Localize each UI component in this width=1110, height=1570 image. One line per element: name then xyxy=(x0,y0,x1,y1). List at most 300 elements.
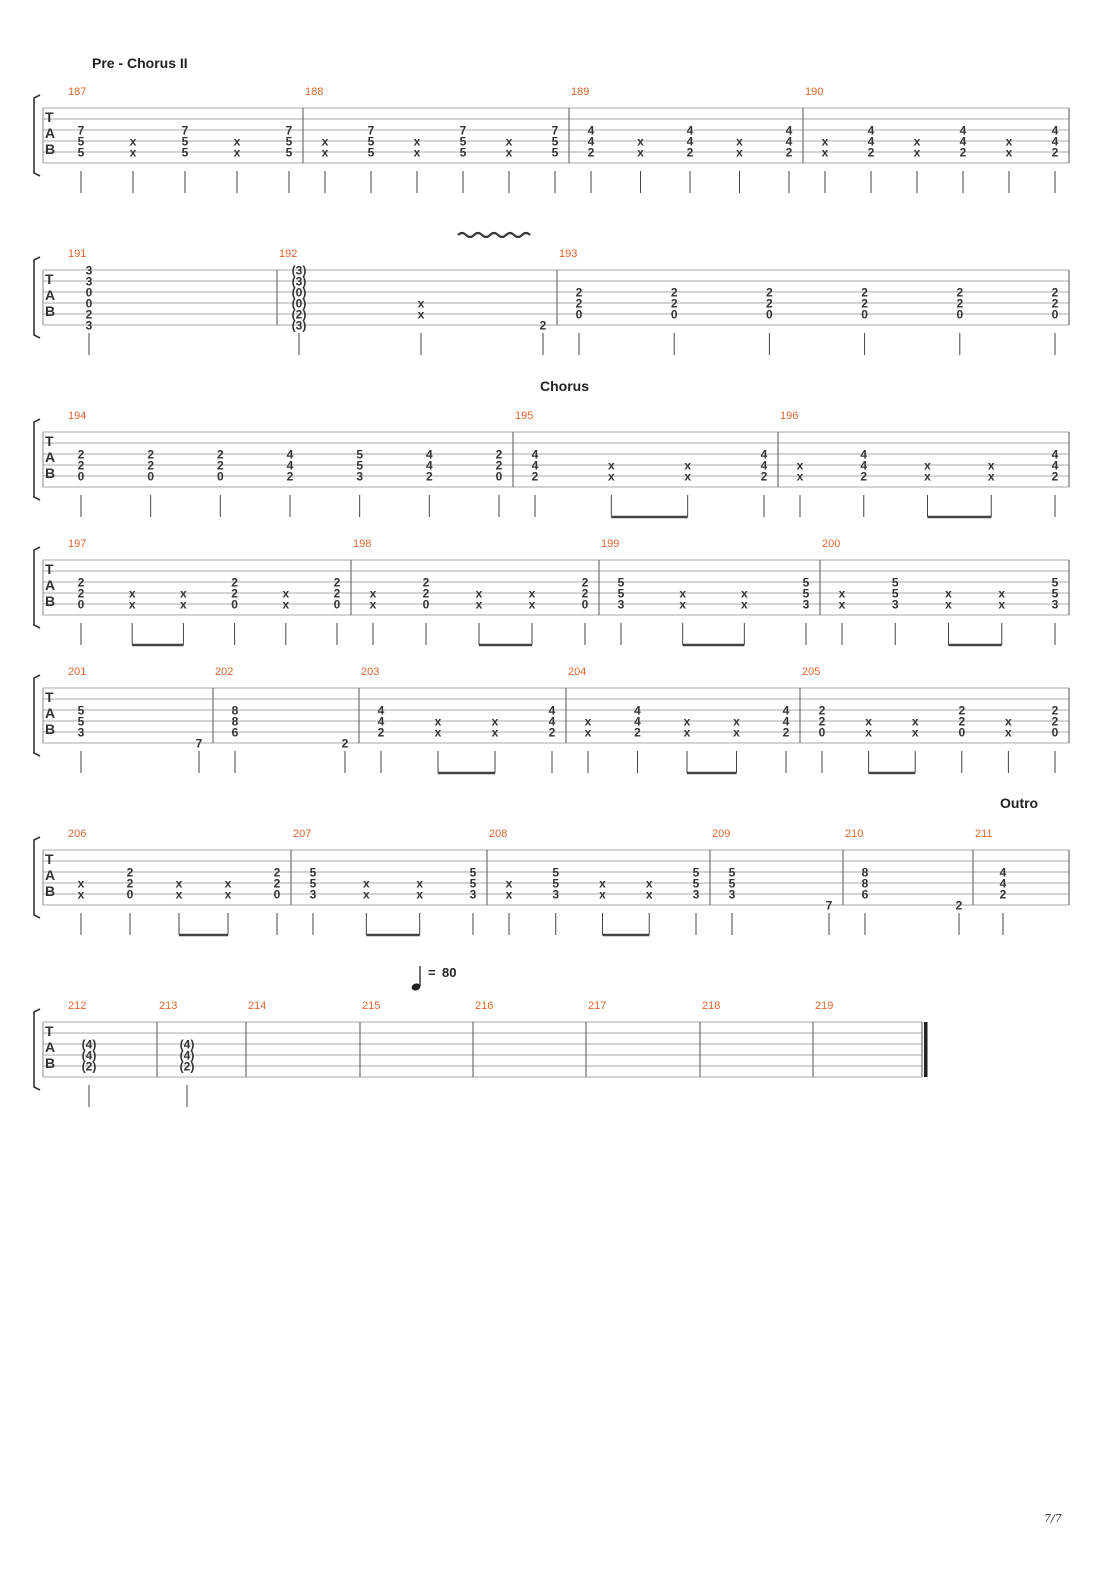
measure-208 xyxy=(489,828,700,935)
dead-note: x xyxy=(645,876,653,891)
measure-206 xyxy=(68,828,281,935)
measure-number: 213 xyxy=(159,1000,178,1012)
staff-bracket xyxy=(34,419,40,500)
dead-note: x xyxy=(180,597,187,612)
tempo-marking xyxy=(411,965,457,992)
fret-number: 2 xyxy=(861,285,868,300)
fret-number: 0 xyxy=(581,597,589,612)
fret-number: 2 xyxy=(575,285,583,300)
fret-number: 2 xyxy=(956,296,964,311)
measure-188 xyxy=(305,86,559,193)
dead-note: x xyxy=(175,876,183,891)
measure-number: 203 xyxy=(361,666,380,678)
fret-number: 2 xyxy=(1051,714,1059,729)
fret-number: 2 xyxy=(955,898,963,913)
fret-number: 4 xyxy=(377,714,385,729)
measure-214 xyxy=(248,1000,266,1012)
fret-number: 7 xyxy=(459,123,467,138)
fret-number: 2 xyxy=(126,876,134,891)
tab-clef-letter: T xyxy=(45,1023,54,1039)
fret-number: 3 xyxy=(85,263,93,278)
fret-number: 2 xyxy=(575,296,583,311)
dead-note: x xyxy=(362,887,370,902)
measure-200 xyxy=(822,538,1059,645)
fret-number: 4 xyxy=(425,458,433,473)
fret-number: 7 xyxy=(195,736,203,751)
fret-number: 5 xyxy=(617,586,625,601)
measure-number: 200 xyxy=(822,538,841,550)
fret-number: 3 xyxy=(692,887,700,902)
page-number: 7/7 xyxy=(1044,1512,1062,1525)
fret-number: 2 xyxy=(147,447,155,462)
dead-note: x xyxy=(491,714,499,729)
dead-note: x xyxy=(413,145,421,160)
fret-number: 8 xyxy=(861,865,869,880)
fret-number: 3 xyxy=(469,887,477,902)
fret-number: (0) xyxy=(291,285,307,300)
fret-number: 7 xyxy=(285,123,293,138)
tab-clef-letter: B xyxy=(45,721,56,737)
fret-number: 6 xyxy=(861,887,869,902)
measure-number: 199 xyxy=(601,538,620,550)
fret-number: 4 xyxy=(548,714,556,729)
dead-note: x xyxy=(528,597,536,612)
dead-note: x xyxy=(637,134,644,149)
measure-number: 211 xyxy=(975,828,993,840)
fret-number: 5 xyxy=(802,575,810,590)
fret-number: 0 xyxy=(495,469,503,484)
measure-204 xyxy=(568,666,790,773)
dead-note: x xyxy=(796,458,804,473)
tab-clef-letter: A xyxy=(45,125,56,141)
fret-number: 4 xyxy=(686,134,694,149)
fret-number: (3) xyxy=(291,318,307,333)
dead-note: x xyxy=(434,714,442,729)
dead-note: x xyxy=(282,597,290,612)
measure-number: 192 xyxy=(279,248,298,260)
fret-number: 0 xyxy=(1051,725,1059,740)
tab-system-5 xyxy=(34,666,1069,773)
fret-number: 5 xyxy=(551,134,559,149)
fret-number: 5 xyxy=(459,145,467,160)
fret-number: 2 xyxy=(77,458,85,473)
fret-number: 5 xyxy=(77,145,85,160)
section-label-chorus: Chorus xyxy=(540,378,589,394)
fret-number: 0 xyxy=(126,887,134,902)
measure-198 xyxy=(353,538,589,645)
dead-note: x xyxy=(1005,145,1013,160)
dead-note: x xyxy=(733,714,740,729)
fret-number: 2 xyxy=(956,285,964,300)
fret-number: 2 xyxy=(273,865,281,880)
fret-number: 4 xyxy=(548,703,556,718)
fret-number: 5 xyxy=(802,586,810,601)
measure-number: 217 xyxy=(588,1000,607,1012)
staff-bracket xyxy=(34,837,40,918)
tab-clef-letter: B xyxy=(45,465,56,481)
fret-number: (2) xyxy=(291,307,307,322)
section-label-pre-chorus-ii: Pre - Chorus II xyxy=(92,55,188,71)
fret-number: 3 xyxy=(617,597,625,612)
dead-note: x xyxy=(282,586,290,601)
fret-number: 0 xyxy=(147,469,155,484)
fret-number: 2 xyxy=(581,586,589,601)
fret-number: 0 xyxy=(85,296,93,311)
measure-216 xyxy=(475,1000,493,1012)
measure-203 xyxy=(361,666,556,773)
dead-note: x xyxy=(684,469,692,484)
dead-note: x xyxy=(416,887,424,902)
fret-number: 2 xyxy=(231,575,238,590)
dead-note: x xyxy=(911,714,919,729)
fret-number: 5 xyxy=(181,134,189,149)
tab-clef-letter: B xyxy=(45,1055,56,1071)
fret-number: 0 xyxy=(861,307,868,322)
fret-number: 2 xyxy=(422,586,430,601)
fret-number: 5 xyxy=(367,134,375,149)
fret-number: 0 xyxy=(85,285,93,300)
fret-number: 2 xyxy=(670,285,678,300)
dead-note: x xyxy=(233,134,241,149)
fret-number: 4 xyxy=(286,447,294,462)
fret-number: 2 xyxy=(333,586,341,601)
fret-number: 4 xyxy=(867,123,875,138)
dead-note: x xyxy=(417,296,425,311)
fret-number: 2 xyxy=(1051,703,1059,718)
fret-number: 8 xyxy=(231,714,239,729)
dead-note: x xyxy=(736,134,743,149)
measure-number: 216 xyxy=(475,1000,494,1012)
fret-number: 4 xyxy=(1051,458,1059,473)
fret-number: 5 xyxy=(692,865,700,880)
fret-number: 2 xyxy=(867,145,875,160)
dead-note: x xyxy=(584,725,592,740)
measure-193 xyxy=(559,248,1059,355)
fret-number: 2 xyxy=(766,296,773,311)
measure-202 xyxy=(215,666,349,773)
fret-number: 4 xyxy=(1051,123,1059,138)
dead-note: x xyxy=(362,876,370,891)
fret-number: 2 xyxy=(785,145,793,160)
fret-number: 4 xyxy=(587,123,595,138)
dead-note: x xyxy=(865,725,872,740)
fret-number: 5 xyxy=(356,458,364,473)
tab-clef-letter: B xyxy=(45,593,56,609)
staff-bracket xyxy=(34,257,40,338)
measure-number: 209 xyxy=(712,828,731,840)
fret-number: 2 xyxy=(686,145,694,160)
dead-note: x xyxy=(505,145,513,160)
fret-number: 3 xyxy=(891,597,899,612)
dead-note: x xyxy=(434,725,442,740)
dead-note: x xyxy=(637,145,644,160)
fret-number: 5 xyxy=(552,865,560,880)
dead-note: x xyxy=(679,597,687,612)
tab-system-3 xyxy=(34,410,1069,517)
fret-number: 5 xyxy=(285,145,293,160)
fret-number: 2 xyxy=(1051,296,1059,311)
fret-number: 0 xyxy=(333,597,341,612)
fret-number: 4 xyxy=(286,458,294,473)
measure-number: 190 xyxy=(805,86,824,98)
dead-note: x xyxy=(321,134,329,149)
dead-note: x xyxy=(913,134,921,149)
fret-number: 0 xyxy=(77,469,85,484)
dead-note: x xyxy=(175,887,183,902)
tab-system-7 xyxy=(34,1000,928,1107)
dead-note: x xyxy=(736,145,743,160)
fret-number: 3 xyxy=(85,318,93,333)
fret-number: 2 xyxy=(766,285,773,300)
tab-clef-letter: A xyxy=(45,287,56,303)
dead-note: x xyxy=(838,586,846,601)
tab-clef-letter: T xyxy=(45,561,54,577)
dead-note: x xyxy=(684,458,692,473)
fret-number: 4 xyxy=(782,714,790,729)
tempo-bpm: 80 xyxy=(442,965,457,980)
dead-note: x xyxy=(679,586,687,601)
fret-number: 5 xyxy=(728,865,736,880)
fret-number: 5 xyxy=(77,714,85,729)
fret-number: 4 xyxy=(634,714,641,729)
fret-number: 4 xyxy=(860,458,868,473)
staff-bracket xyxy=(34,95,40,176)
fret-number: 2 xyxy=(495,458,503,473)
dead-note: x xyxy=(683,725,691,740)
dead-note: x xyxy=(924,458,931,473)
measure-192 xyxy=(279,248,547,355)
fret-number: 2 xyxy=(333,575,341,590)
dead-note: x xyxy=(607,458,615,473)
fret-number: 0 xyxy=(273,887,281,902)
fret-number: 4 xyxy=(959,134,967,149)
dead-note: x xyxy=(607,469,615,484)
final-barline xyxy=(924,1022,928,1077)
tab-clef-letter: A xyxy=(45,449,56,465)
dead-note: x xyxy=(129,134,137,149)
measure-209 xyxy=(712,828,833,935)
section-label-outro: Outro xyxy=(1000,795,1039,811)
fret-number: 4 xyxy=(531,447,539,462)
fret-number: 4 xyxy=(760,458,768,473)
fret-number: 4 xyxy=(531,458,539,473)
fret-number: 5 xyxy=(692,876,700,891)
fret-number: 2 xyxy=(959,145,967,160)
fret-number: 4 xyxy=(785,134,793,149)
fret-number: 2 xyxy=(422,575,430,590)
dead-note: x xyxy=(128,597,136,612)
staff-bracket xyxy=(34,1009,40,1090)
measure-196 xyxy=(780,410,1059,517)
fret-number: 5 xyxy=(551,145,559,160)
fret-number: 2 xyxy=(670,296,678,311)
tab-system-4 xyxy=(34,538,1069,645)
fret-number: 2 xyxy=(377,725,385,740)
tab-clef-letter: T xyxy=(45,433,54,449)
dead-note: x xyxy=(1005,134,1013,149)
fret-number: 7 xyxy=(181,123,189,138)
dead-note: x xyxy=(369,586,377,601)
measure-219 xyxy=(815,1000,833,1012)
tab-system-1 xyxy=(34,86,1069,193)
dead-note: x xyxy=(233,145,241,160)
dead-note: x xyxy=(505,876,513,891)
fret-number: 2 xyxy=(1051,285,1059,300)
tab-clef-letter: B xyxy=(45,303,56,319)
fret-number: 0 xyxy=(231,597,238,612)
measure-number: 195 xyxy=(515,410,534,422)
tab-clef-letter: A xyxy=(45,705,56,721)
measure-207 xyxy=(293,828,477,935)
fret-number: 3 xyxy=(85,274,93,289)
dead-note: x xyxy=(321,145,329,160)
fret-number: 2 xyxy=(77,447,85,462)
fret-number: 4 xyxy=(587,134,595,149)
fret-number: 3 xyxy=(802,597,810,612)
fret-number: 3 xyxy=(552,887,560,902)
fret-number: 5 xyxy=(367,145,375,160)
dead-note: x xyxy=(645,887,653,902)
measure-201 xyxy=(68,666,203,773)
fret-number: 3 xyxy=(356,469,364,484)
fret-number: 4 xyxy=(999,865,1007,880)
fret-number: (4) xyxy=(81,1048,97,1063)
fret-number: 4 xyxy=(1051,447,1059,462)
dead-note: x xyxy=(924,469,931,484)
measure-number: 189 xyxy=(571,86,590,98)
fret-number: 7 xyxy=(825,898,833,913)
measure-197 xyxy=(68,538,341,645)
fret-number: 0 xyxy=(77,597,85,612)
fret-number: 2 xyxy=(531,469,539,484)
measure-number: 202 xyxy=(215,666,234,678)
dead-note: x xyxy=(413,134,421,149)
fret-number: 5 xyxy=(285,134,293,149)
dead-note: x xyxy=(945,597,952,612)
fret-number: 7 xyxy=(551,123,559,138)
fret-number: 2 xyxy=(818,714,826,729)
tab-system-2 xyxy=(34,248,1069,355)
fret-number: 5 xyxy=(552,876,560,891)
fret-number: 4 xyxy=(1051,134,1059,149)
measure-number: 212 xyxy=(68,1000,87,1012)
fret-number: 4 xyxy=(634,703,641,718)
fret-number: 2 xyxy=(85,307,93,322)
dead-note: x xyxy=(77,876,85,891)
dead-note: x xyxy=(733,725,740,740)
staff-bracket xyxy=(34,547,40,628)
measure-number: 207 xyxy=(293,828,312,840)
fret-number: 2 xyxy=(216,458,224,473)
dead-note: x xyxy=(683,714,691,729)
measure-212 xyxy=(68,1000,96,1107)
dead-note: x xyxy=(821,134,829,149)
measure-number: 196 xyxy=(780,410,799,422)
fret-number: 2 xyxy=(861,296,868,311)
fret-number: 0 xyxy=(766,307,773,322)
fret-number: 2 xyxy=(231,586,238,601)
measure-number: 215 xyxy=(362,1000,381,1012)
measure-number: 197 xyxy=(68,538,87,550)
fret-number: 4 xyxy=(999,876,1007,891)
dead-note: x xyxy=(128,586,136,601)
fret-number: 5 xyxy=(77,703,85,718)
dead-note: x xyxy=(505,134,513,149)
fret-number: 3 xyxy=(1051,597,1059,612)
measure-189 xyxy=(571,86,793,193)
vibrato-icon xyxy=(458,233,530,237)
tab-clef-letter: A xyxy=(45,1039,56,1055)
dead-note: x xyxy=(417,307,425,322)
measure-number: 204 xyxy=(568,666,587,678)
dead-note: x xyxy=(740,597,748,612)
measure-213 xyxy=(159,1000,194,1107)
fret-number: 0 xyxy=(575,307,583,322)
fret-number: 5 xyxy=(77,134,85,149)
dead-note: x xyxy=(416,876,424,891)
measure-number: 191 xyxy=(68,248,87,260)
fret-number: 5 xyxy=(356,447,364,462)
fret-number: 2 xyxy=(818,703,826,718)
dead-note: x xyxy=(224,876,232,891)
fret-number: 4 xyxy=(425,447,433,462)
measure-number: 198 xyxy=(353,538,372,550)
dead-note: x xyxy=(911,725,919,740)
measure-number: 210 xyxy=(845,828,864,840)
measure-number: 194 xyxy=(68,410,87,422)
fret-number: 5 xyxy=(617,575,625,590)
fret-number: 4 xyxy=(959,123,967,138)
fret-number: 2 xyxy=(958,714,966,729)
fret-number: (2) xyxy=(179,1059,195,1074)
fret-number: 2 xyxy=(548,725,556,740)
fret-number: 2 xyxy=(581,575,589,590)
dead-note: x xyxy=(998,597,1006,612)
fret-number: 0 xyxy=(1051,307,1059,322)
fret-number: 2 xyxy=(126,865,134,880)
fret-number: 3 xyxy=(728,887,736,902)
dead-note: x xyxy=(475,586,483,601)
fret-number: 2 xyxy=(958,703,966,718)
fret-number: 2 xyxy=(77,586,85,601)
fret-number: 5 xyxy=(891,575,899,590)
fret-number: 4 xyxy=(377,703,385,718)
dead-note: x xyxy=(369,597,377,612)
fret-number: 7 xyxy=(367,123,375,138)
fret-number: 2 xyxy=(216,447,224,462)
measure-191 xyxy=(68,248,93,355)
measure-number: 193 xyxy=(559,248,578,260)
dead-note: x xyxy=(475,597,483,612)
fret-number: 2 xyxy=(77,575,85,590)
measure-187 xyxy=(68,86,293,193)
fret-number: (3) xyxy=(291,263,307,278)
fret-number: 8 xyxy=(231,703,239,718)
measure-number: 201 xyxy=(68,666,87,678)
fret-number: (0) xyxy=(291,296,307,311)
dead-note: x xyxy=(865,714,872,729)
dead-note: x xyxy=(1005,714,1012,729)
measure-205 xyxy=(802,666,1059,773)
dead-note: x xyxy=(224,887,232,902)
measure-number: 187 xyxy=(68,86,87,98)
fret-number: 5 xyxy=(309,865,317,880)
fret-number: 0 xyxy=(956,307,964,322)
fret-number: 5 xyxy=(891,586,899,601)
tab-clef-letter: B xyxy=(45,141,56,157)
dead-note: x xyxy=(491,725,499,740)
fret-number: 8 xyxy=(861,876,869,891)
